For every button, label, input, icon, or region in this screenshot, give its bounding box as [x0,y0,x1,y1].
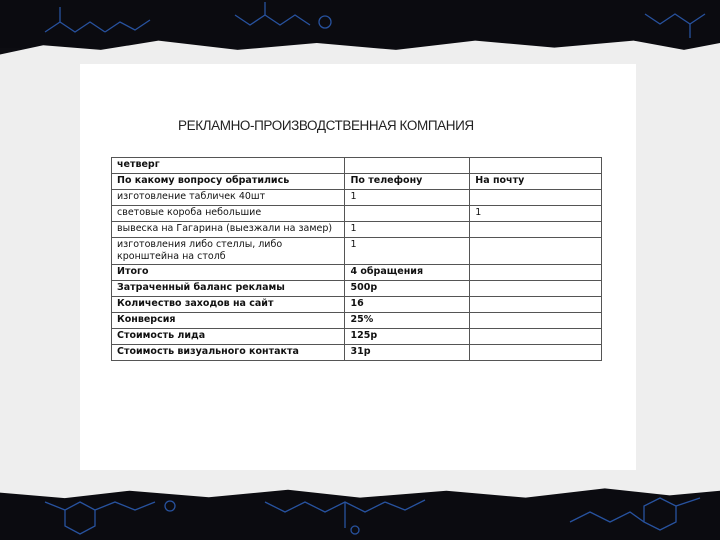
table-cell [470,158,602,174]
table-row [112,281,602,297]
table-cell: 500р [345,281,470,297]
table-row [112,158,602,174]
table-row [112,345,602,361]
table-cell: вывеска на Гагарина (выезжали на замер) [112,222,345,238]
table-cell: Затраченный баланс рекламы [112,281,345,297]
table-cell: 25% [345,313,470,329]
table-cell: 125р [345,329,470,345]
molecule-icon [260,492,440,536]
table-cell: Стоимость лида [112,329,345,345]
table-cell: световые короба небольшие [112,206,345,222]
table-row [112,222,602,238]
table-cell: 31р [345,345,470,361]
table-row [112,174,602,190]
table-cell: Итого [112,265,345,281]
table-cell: По телефону [345,174,470,190]
document-title: РЕКЛАМНО-ПРОИЗВОДСТВЕННАЯ КОМПАНИЯ [178,118,474,133]
table-cell [470,265,602,281]
table-cell [470,281,602,297]
table-row [112,313,602,329]
table-row [112,190,602,206]
table-cell: Конверсия [112,313,345,329]
table-cell: По какому вопросу обратились [112,174,345,190]
table-cell [470,297,602,313]
molecule-icon [20,494,200,538]
table-cell: Количество заходов на сайт [112,297,345,313]
table-cell [345,158,470,174]
table-cell [470,222,602,238]
molecule-icon [560,492,720,538]
table-cell [470,345,602,361]
table-cell: 1 [345,238,470,265]
table-cell [345,206,470,222]
table-cell: 4 обращения [345,265,470,281]
table-cell [470,329,602,345]
table-cell [470,238,602,265]
table-cell: 1 [470,206,602,222]
molecule-icon [640,4,710,40]
table-cell: четверг [112,158,345,174]
table-row [112,206,602,222]
table-row [112,238,602,265]
molecule-icon [230,0,350,40]
table-cell: На почту [470,174,602,190]
table-cell: изготовления либо стеллы, либо кронштейна на столб [112,238,345,265]
table-cell: Стоимость визуального контакта [112,345,345,361]
top-dark-band [0,0,720,48]
report-table [111,157,602,361]
table-cell: 16 [345,297,470,313]
table-cell: 1 [345,190,470,206]
table-cell [470,313,602,329]
table-row [112,265,602,281]
table-row [112,297,602,313]
table-cell: 1 [345,222,470,238]
table-cell: изготовление табличек 40шт [112,190,345,206]
table-cell [470,190,602,206]
table-row [112,329,602,345]
molecule-icon [40,2,160,42]
